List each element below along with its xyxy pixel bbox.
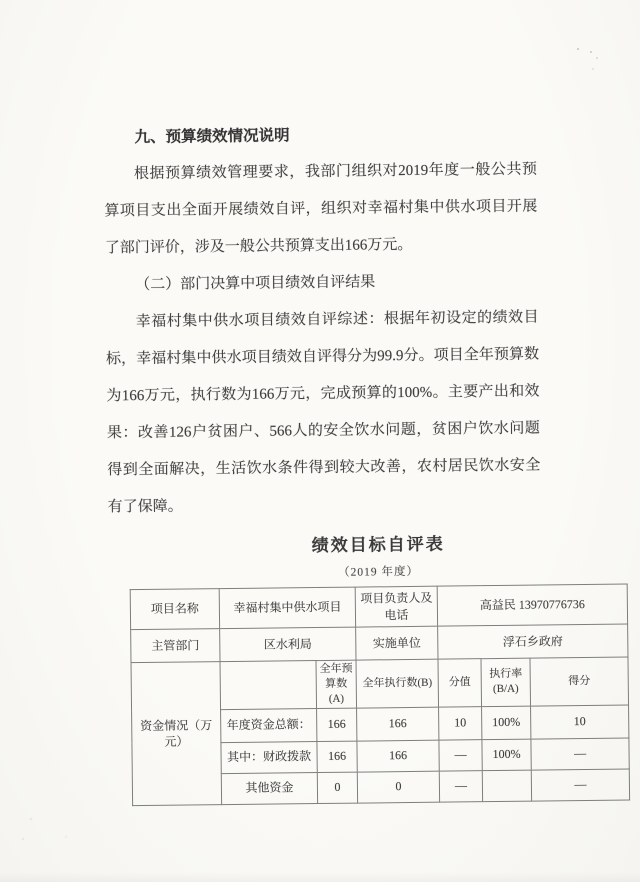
project-name-label: 项目名称 xyxy=(130,589,219,630)
funding-row-name: 年度资金总额： xyxy=(221,708,317,742)
funding-row-rate xyxy=(482,770,531,802)
section-heading: 九、预算绩效情况说明 xyxy=(134,127,290,147)
col-header-rate: 执行率(B/A) xyxy=(481,658,531,706)
funding-row-score: — xyxy=(531,769,629,801)
funding-row-weight: 10 xyxy=(439,706,482,739)
project-contact-value: 高益民 13970776736 xyxy=(437,584,627,626)
funding-row-budget: 166 xyxy=(317,741,357,772)
sub-heading-self-evaluation: （二）部门决算中项目绩效自评结果 xyxy=(135,274,376,294)
col-header-budget: 全年预算数(A) xyxy=(316,660,357,708)
funding-row-budget: 166 xyxy=(317,708,357,741)
col-header-score: 得分 xyxy=(530,657,629,706)
funding-row-executed: 166 xyxy=(357,740,439,772)
funding-row-executed: 0 xyxy=(357,771,439,803)
funding-row-rate: 100% xyxy=(482,739,531,771)
col-header-executed: 全年执行数(B) xyxy=(356,659,439,707)
project-contact-label: 项目负责人及电话 xyxy=(355,586,437,627)
funding-row-name: 其他资金 xyxy=(221,772,317,804)
department-label: 主管部门 xyxy=(131,629,220,663)
funding-row-weight: — xyxy=(439,739,482,770)
department-value: 区水利局 xyxy=(220,627,356,662)
paragraph-budget-performance: 根据预算绩效管理要求，我部门组织对2019年度一般公共预算项目支出全面开展绩效自评，组织对幸福村集中供水项目开展了部门评价，涉及一般公共预算支出166万元。 xyxy=(104,161,538,257)
funding-row-rate: 100% xyxy=(482,706,531,740)
funding-row-score: 10 xyxy=(531,705,629,739)
project-row xyxy=(130,584,627,630)
empty-header-cell xyxy=(220,661,317,710)
project-name-value: 幸福村集中供水项目 xyxy=(219,587,355,629)
table-title: 绩效目标自评表 xyxy=(311,534,445,556)
implement-unit-value: 浮石乡政府 xyxy=(438,624,628,659)
funding-header-row xyxy=(131,657,629,710)
funding-row-weight: — xyxy=(439,770,482,801)
funding-row-name: 其中：财政拨款 xyxy=(221,741,317,773)
table-subtitle: （2019 年度） xyxy=(338,565,420,579)
evaluation-table xyxy=(130,584,630,806)
funding-row-budget: 0 xyxy=(317,772,357,803)
paragraph-evaluation-summary: 幸福村集中供水项目绩效自评综述：根据年初设定的绩效目标，幸福村集中供水项目绩效自评得分为99.9分。项目全年预算数为166万元，执行数为166万元，完成预算的100%。主要产出和效果：改善126户贫困户、566人的安全饮水问题，贫困户饮水问题得到全面解决，生活饮水条件得到较大改善，农村居民饮水安全有了保障。 xyxy=(105,309,541,516)
funding-row-executed: 166 xyxy=(357,707,439,741)
col-header-weight: 分值 xyxy=(438,659,482,707)
text-block xyxy=(103,115,541,527)
funding-row-score: — xyxy=(531,738,629,770)
funding-section-label: 资金情况（万元） xyxy=(131,662,222,806)
implement-unit-label: 实施单位 xyxy=(356,626,438,660)
